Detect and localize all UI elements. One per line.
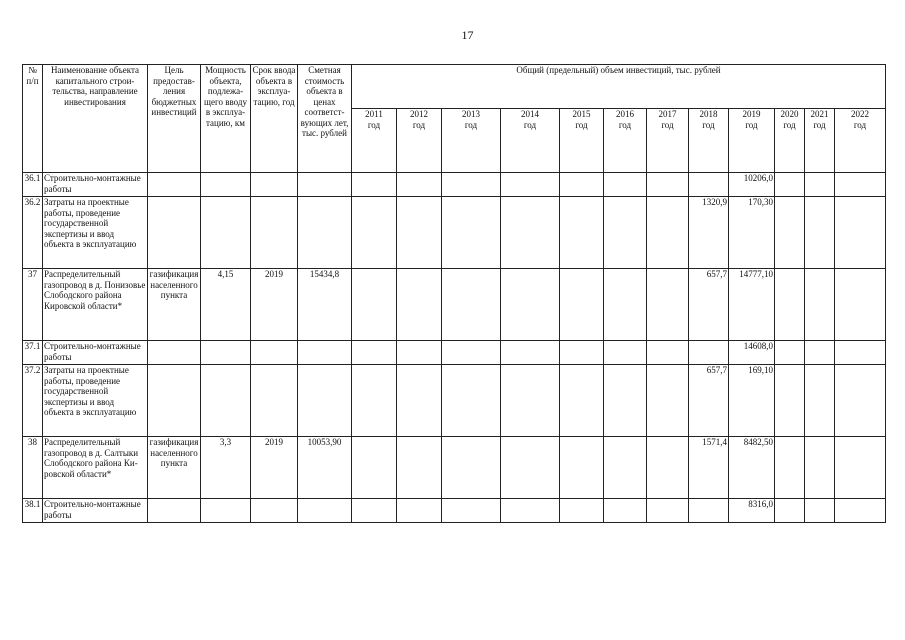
header-term: Срок ввода объекта в эксплуатацию, год — [251, 65, 298, 173]
row-value-2015 — [560, 499, 604, 523]
row-value-2019: 8482,50 — [729, 437, 775, 499]
row-num: 37.1 — [23, 341, 43, 365]
year-header — [647, 109, 689, 173]
row-value-2022 — [835, 173, 886, 197]
row-num: 37 — [23, 269, 43, 341]
row-value-2021 — [805, 197, 835, 269]
row-num: 36.1 — [23, 173, 43, 197]
year-label: 2020 — [780, 109, 799, 119]
row-value-2013 — [442, 365, 501, 437]
row-value-2019: 10206,0 — [729, 173, 775, 197]
row-value-2012 — [397, 341, 442, 365]
row-value-2017 — [647, 173, 689, 197]
year-label: 2017 — [658, 109, 677, 119]
row-value-2020 — [775, 341, 805, 365]
row-term — [251, 197, 298, 269]
row-purpose: газификация населенного пункта — [148, 437, 201, 499]
row-value-2020 — [775, 197, 805, 269]
row-value-2011 — [352, 365, 397, 437]
year-header — [501, 109, 560, 173]
table-row — [23, 197, 886, 269]
year-header — [805, 109, 835, 173]
row-value-2012 — [397, 437, 442, 499]
row-name: Распределительный газопровод в д. Салтыки Слободского района Кировской области* — [43, 437, 148, 499]
row-value-2014 — [501, 437, 560, 499]
row-purpose — [148, 499, 201, 523]
year-unit: год — [745, 119, 758, 130]
row-value-2012 — [397, 269, 442, 341]
row-value-2011 — [352, 437, 397, 499]
row-value-2012 — [397, 365, 442, 437]
year-unit: год — [464, 119, 478, 130]
row-value-2016 — [604, 499, 647, 523]
row-purpose — [148, 197, 201, 269]
row-value-2013 — [442, 437, 501, 499]
row-value-2018: 1571,4 — [689, 437, 729, 499]
row-num: 36.2 — [23, 197, 43, 269]
header-cost: Сметная стоимость объекта в ценах соответствующих лет, тыс. рублей — [298, 65, 352, 173]
row-capacity — [201, 197, 251, 269]
row-value-2022 — [835, 197, 886, 269]
row-capacity: 4,15 — [201, 269, 251, 341]
year-unit: год — [853, 119, 867, 130]
row-term — [251, 341, 298, 365]
row-purpose — [148, 365, 201, 437]
row-value-2022 — [835, 269, 886, 341]
row-name: Строительно-монтажные работы — [43, 173, 148, 197]
row-purpose — [148, 173, 201, 197]
year-unit: год — [523, 119, 537, 130]
row-value-2017 — [647, 269, 689, 341]
row-value-2021 — [805, 365, 835, 437]
row-value-2022 — [835, 341, 886, 365]
row-value-2020 — [775, 269, 805, 341]
year-header — [560, 109, 604, 173]
table-row — [23, 437, 886, 499]
row-value-2013 — [442, 173, 501, 197]
header-total-investment: Общий (предельный) объем инвестиций, тыс. рублей — [352, 65, 886, 109]
row-value-2011 — [352, 269, 397, 341]
row-term: 2019 — [251, 269, 298, 341]
row-value-2014 — [501, 173, 560, 197]
table-row — [23, 269, 886, 341]
investment-table — [22, 64, 886, 523]
year-label: 2022 — [851, 109, 869, 119]
row-value-2022 — [835, 437, 886, 499]
year-unit: год — [661, 119, 674, 130]
row-value-2013 — [442, 269, 501, 341]
row-name: Затраты на проектные работы, проведение государственной экспертизы и ввод объекта в эксплуатацию — [43, 365, 148, 437]
row-value-2019: 8316,0 — [729, 499, 775, 523]
row-value-2020 — [775, 365, 805, 437]
row-name: Затраты на проектные работы, проведение государственной экспертизы и ввод объекта в эксплуатацию — [43, 197, 148, 269]
header-purpose: Цель предоставления бюджетных инвестиций — [148, 65, 201, 173]
row-value-2021 — [805, 499, 835, 523]
table-row — [23, 341, 886, 365]
row-value-2021 — [805, 437, 835, 499]
row-cost: 10053,90 — [298, 437, 352, 499]
year-header — [604, 109, 647, 173]
year-header — [775, 109, 805, 173]
row-value-2021 — [805, 341, 835, 365]
row-value-2021 — [805, 173, 835, 197]
year-label: 2013 — [462, 109, 480, 119]
row-value-2017 — [647, 341, 689, 365]
row-value-2015 — [560, 269, 604, 341]
row-value-2016 — [604, 365, 647, 437]
row-term — [251, 499, 298, 523]
row-value-2019: 169,10 — [729, 365, 775, 437]
year-header — [352, 109, 397, 173]
row-value-2012 — [397, 197, 442, 269]
page-number: 17 — [461, 28, 474, 42]
row-cost — [298, 341, 352, 365]
row-cost — [298, 499, 352, 523]
row-value-2022 — [835, 365, 886, 437]
row-value-2018 — [689, 341, 729, 365]
row-value-2018: 657,7 — [689, 269, 729, 341]
year-header — [442, 109, 501, 173]
row-value-2017 — [647, 499, 689, 523]
row-cost: 15434,8 — [298, 269, 352, 341]
row-value-2015 — [560, 197, 604, 269]
row-value-2016 — [604, 197, 647, 269]
year-label: 2021 — [810, 109, 829, 119]
year-header — [397, 109, 442, 173]
year-header — [835, 109, 886, 173]
year-label: 2015 — [572, 109, 591, 119]
table-body — [23, 173, 886, 523]
year-unit: год — [412, 119, 426, 130]
row-value-2015 — [560, 173, 604, 197]
row-name: Строительно-монтажные работы — [43, 499, 148, 523]
row-value-2011 — [352, 499, 397, 523]
row-num: 38 — [23, 437, 43, 499]
row-value-2015 — [560, 437, 604, 499]
row-value-2014 — [501, 341, 560, 365]
row-value-2016 — [604, 173, 647, 197]
year-unit: год — [575, 119, 588, 130]
year-unit: год — [367, 119, 381, 130]
row-value-2022 — [835, 499, 886, 523]
row-capacity — [201, 173, 251, 197]
year-header — [689, 109, 729, 173]
row-value-2012 — [397, 499, 442, 523]
row-value-2017 — [647, 365, 689, 437]
year-unit: год — [783, 119, 796, 130]
year-label: 2018 — [699, 109, 718, 119]
row-value-2011 — [352, 341, 397, 365]
row-name: Строительно-монтажные работы — [43, 341, 148, 365]
row-purpose: газификация населенного пункта — [148, 269, 201, 341]
row-cost — [298, 197, 352, 269]
row-value-2011 — [352, 173, 397, 197]
row-value-2019: 170,30 — [729, 197, 775, 269]
year-unit: год — [618, 119, 632, 130]
table-row — [23, 365, 886, 437]
row-capacity — [201, 341, 251, 365]
year-header — [729, 109, 775, 173]
row-term: 2019 — [251, 437, 298, 499]
row-cost — [298, 365, 352, 437]
header-num: № п/п — [23, 65, 43, 173]
row-value-2017 — [647, 437, 689, 499]
row-value-2014 — [501, 197, 560, 269]
year-label: 2019 — [742, 109, 761, 119]
row-num: 38.1 — [23, 499, 43, 523]
row-value-2021 — [805, 269, 835, 341]
row-value-2018 — [689, 499, 729, 523]
row-value-2020 — [775, 173, 805, 197]
row-cost — [298, 173, 352, 197]
row-value-2014 — [501, 269, 560, 341]
row-capacity: 3,3 — [201, 437, 251, 499]
row-value-2012 — [397, 173, 442, 197]
row-name: Распределительный газопровод в д. Понизовье Слободского района Кировской области* — [43, 269, 148, 341]
row-term — [251, 365, 298, 437]
row-value-2013 — [442, 341, 501, 365]
row-value-2016 — [604, 341, 647, 365]
row-value-2015 — [560, 341, 604, 365]
row-value-2018 — [689, 173, 729, 197]
row-purpose — [148, 341, 201, 365]
row-capacity — [201, 499, 251, 523]
year-label: 2014 — [521, 109, 539, 119]
header-capacity: Мощность объекта, подлежащего вводу в эксплуатацию, км — [201, 65, 251, 173]
row-num: 37.2 — [23, 365, 43, 437]
row-value-2016 — [604, 269, 647, 341]
year-unit: год — [702, 119, 715, 130]
row-value-2018: 657,7 — [689, 365, 729, 437]
year-label: 2011 — [365, 109, 383, 119]
year-label: 2016 — [616, 109, 634, 119]
table-row — [23, 499, 886, 523]
row-value-2015 — [560, 365, 604, 437]
year-unit: год — [813, 119, 826, 130]
row-value-2020 — [775, 437, 805, 499]
row-value-2016 — [604, 437, 647, 499]
row-value-2020 — [775, 499, 805, 523]
row-value-2014 — [501, 499, 560, 523]
header-name: Наименование объекта капитального строительства, направление инвестирования — [43, 65, 148, 173]
table-row — [23, 173, 886, 197]
row-value-2011 — [352, 197, 397, 269]
row-value-2019: 14608,0 — [729, 341, 775, 365]
row-capacity — [201, 365, 251, 437]
row-value-2013 — [442, 499, 501, 523]
row-term — [251, 173, 298, 197]
row-value-2018: 1320,9 — [689, 197, 729, 269]
row-value-2013 — [442, 197, 501, 269]
row-value-2014 — [501, 365, 560, 437]
row-value-2017 — [647, 197, 689, 269]
year-label: 2012 — [410, 109, 428, 119]
row-value-2019: 14777,10 — [729, 269, 775, 341]
